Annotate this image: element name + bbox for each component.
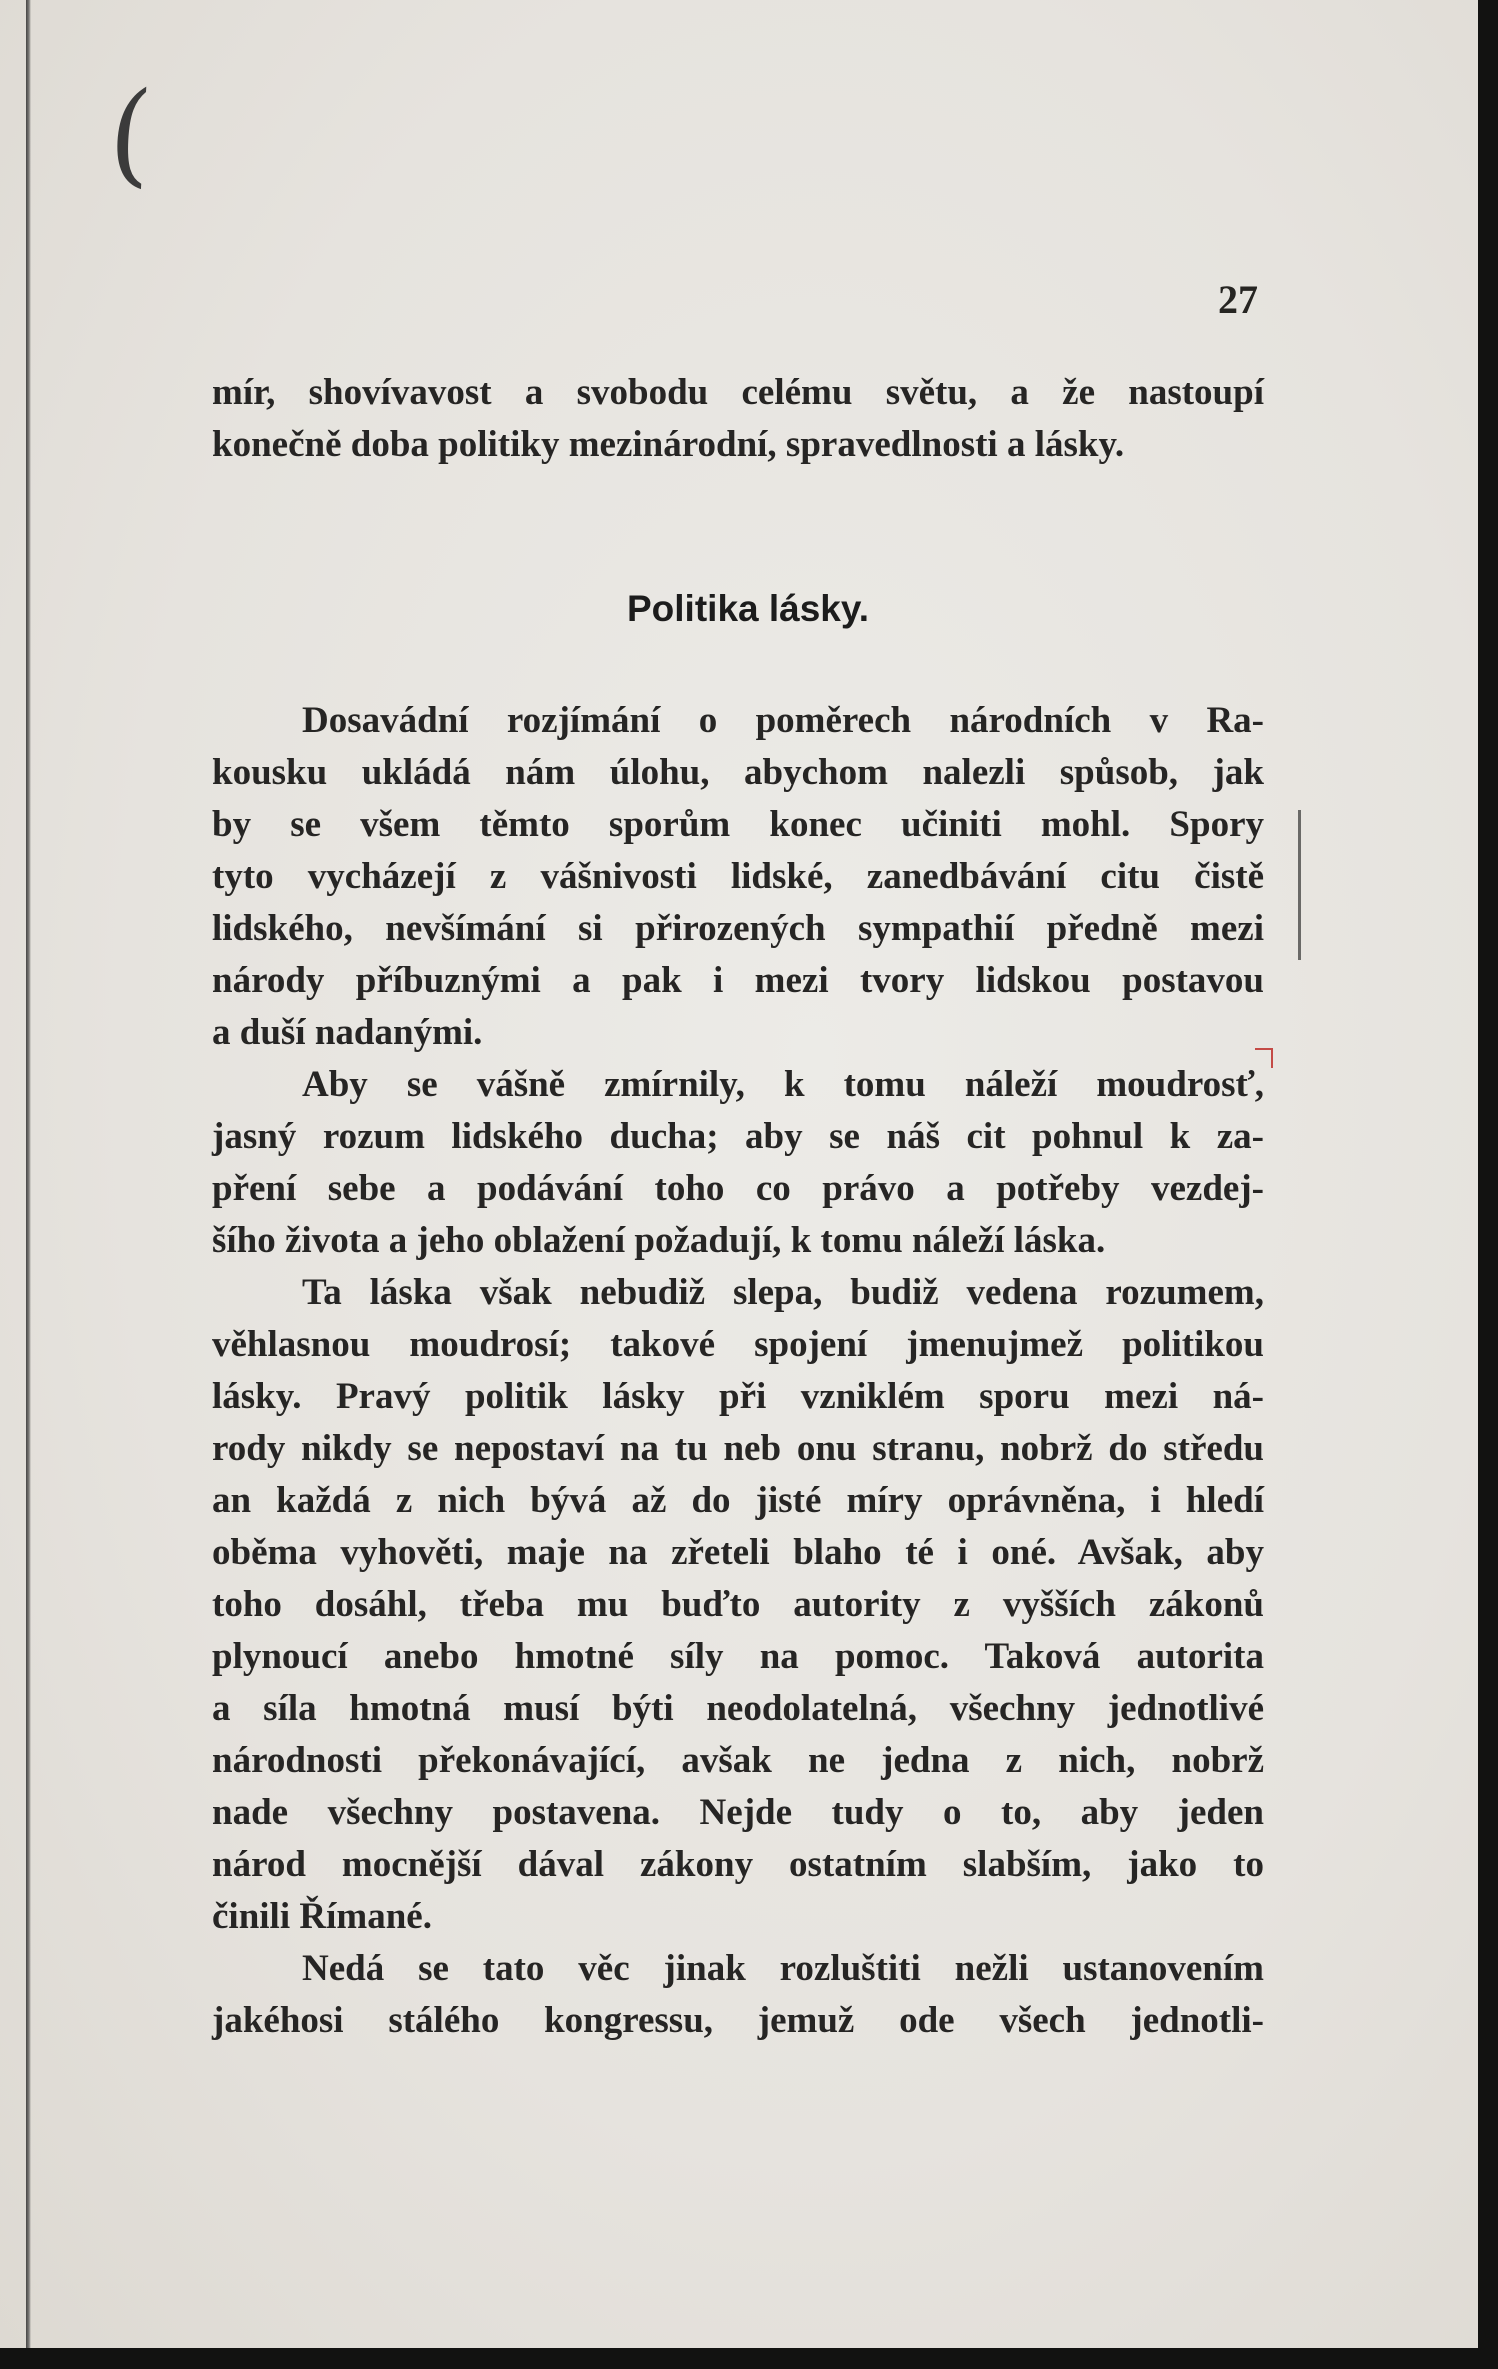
text-line: Nedá se tato věc jinak rozluštiti nežli ustanovením: [302, 1948, 1264, 1989]
text-line: a duší nadanými.: [212, 1012, 483, 1053]
text-line: plynoucí anebo hmotné síly na pomoc. Taková autorita: [212, 1636, 1264, 1677]
text-line: věhlasnou moudrosí; takové spojení jmenujmež politikou: [212, 1324, 1264, 1365]
text-line: nade všechny postavena. Nejde tudy o to, aby jeden: [212, 1792, 1264, 1833]
text-line: konečně doba politiky mezinárodní, spravedlnosti a lásky.: [212, 424, 1125, 465]
text-line: tyto vycházejí z vášnivosti lidské, zanedbávání citu čistě: [212, 856, 1264, 897]
text-line: toho dosáhl, třeba mu buďto autority z vyšších zákonů: [212, 1584, 1264, 1625]
text-line: an každá z nich bývá až do jisté míry oprávněna, i hledí: [212, 1480, 1264, 1521]
text-line: šího života a jeho oblažení požadují, k tomu náleží láska.: [212, 1220, 1106, 1261]
section-heading: Politika lásky.: [627, 588, 869, 629]
pencil-margin-mark: (: [99, 68, 160, 202]
text-line: pření sebe a podávání toho co právo a potřeby vezdej-: [212, 1168, 1264, 1209]
page-number: 27: [1218, 277, 1258, 322]
page-text: [212, 367, 1264, 2047]
text-line: národ mocnější dával zákony ostatním slabším, jako to: [212, 1844, 1264, 1885]
page-fold-edge: [26, 0, 31, 2348]
margin-line-mark: [1298, 810, 1301, 960]
text-line: mír, shovívavost a svobodu celému světu, a že nastoupí: [212, 372, 1264, 413]
text-line: by se všem těmto sporům konec učiniti mohl. Spory: [212, 804, 1264, 845]
text-line: kousku ukládá nám úlohu, abychom nalezli spůsob, jak: [212, 752, 1264, 793]
text-line: národnosti překonávající, avšak ne jedna z nich, nobrž: [212, 1740, 1264, 1781]
text-line: Ta láska však nebudiž slepa, budiž vedena rozumem,: [302, 1272, 1264, 1313]
text-line: činili Římané.: [212, 1896, 432, 1937]
text-line: národy příbuznými a pak i mezi tvory lidskou postavou: [212, 960, 1264, 1001]
text-line: rody nikdy se nepostaví na tu neb onu stranu, nobrž do středu: [212, 1428, 1264, 1469]
text-line: Dosavádní rozjímání o poměrech národních v Ra-: [302, 700, 1264, 741]
text-line: a síla hmotná musí býti neodolatelná, všechny jednotlivé: [212, 1688, 1264, 1729]
text-line: lásky. Pravý politik lásky při vzniklém sporu mezi ná-: [212, 1376, 1264, 1417]
text-line: Aby se vášně zmírnily, k tomu náleží moudrosť,: [302, 1064, 1264, 1105]
text-line: jasný rozum lidského ducha; aby se náš cit pohnul k za-: [212, 1116, 1264, 1157]
text-line: lidského, nevšímání si přirozených sympathií předně mezi: [212, 908, 1264, 949]
text-line: oběma vyhověti, maje na zřeteli blaho té i oné. Avšak, aby: [212, 1532, 1264, 1573]
text-line: jakéhosi stálého kongressu, jemuž ode všech jednotli-: [212, 2000, 1264, 2041]
